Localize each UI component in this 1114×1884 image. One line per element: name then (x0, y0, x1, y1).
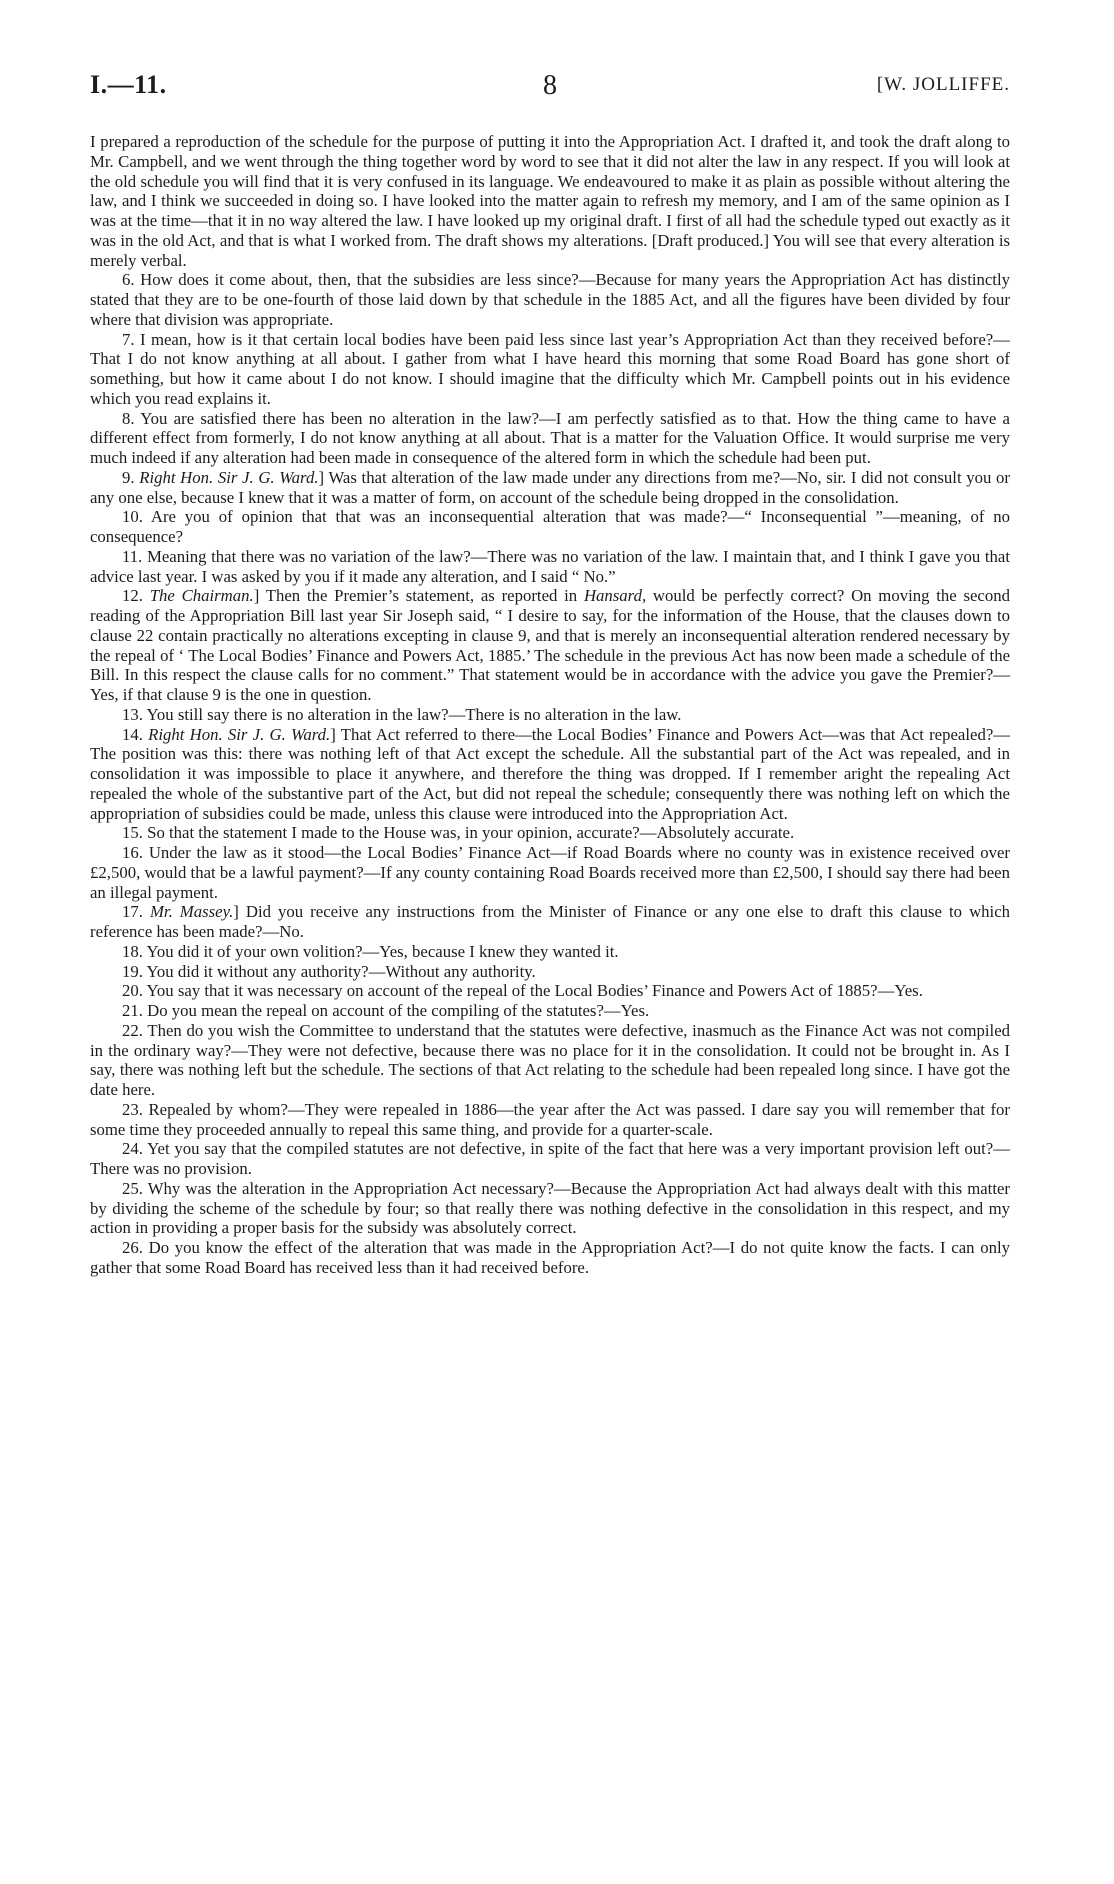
paragraph-text: would be perfectly correct? On moving the second reading of the Appropriation Bill last year Sir Joseph said, “ I desire to say, for the information of the House, that the clauses down to clause 22 contain practically no alterations excepting in clause 9, and that is merely an inconsequential alteration rendered necessary by the repeal of ‘ The Local Bodies’ Finance and Powers Act, 1885.’ The schedule in the previous Act has now been made a schedule of the Bill. In this respect the clause calls for no comment.” That statement would be in accordance with the advice you gave the Premier?—Yes, if that clause 9 is the one in question. (90, 586, 1010, 704)
paragraph-text: ] Then the Premier’s statement, as reported in (253, 586, 584, 606)
transcript-paragraph (90, 823, 1010, 843)
paragraph-text: 16. Under the law as it stood—the Local Bodies’ Finance Act—if Road Boards where no county was in existence received over £2,500, would that be a lawful payment?—If any county containing Road Boards received more than £2,500, I should say there had been an illegal payment. (90, 843, 1010, 902)
paragraph-text: 22. Then do you wish the Committee to understand that the statutes were defective, inasmuch as the Finance Act was not compiled in the ordinary way?—They were not defective, because there was no place for it in the consolidation. It could not be brought in. As I say, there was nothing left but the schedule. The sections of that Act relating to the schedule had been repealed long since. I have got the date here. (90, 1020, 1010, 1099)
transcript-paragraph (90, 132, 1010, 270)
page-number: 8 (543, 70, 557, 101)
transcript-paragraph (90, 725, 1010, 824)
speaker-name: Mr. Massey. (149, 902, 234, 922)
transcript-paragraph (90, 507, 1010, 547)
speaker-name: Right Hon. Sir J. G. Ward. (139, 467, 319, 487)
paragraph-text: 7. I mean, how is it that certain local bodies have been paid less since last year’s Appropriation Act than they received before?—That I do not know anything at all about. I gather from what I have heard this morning that some Road Board has gone short of something, but how it came about I do not know. I should imagine that the difficulty which Mr. Campbell points out in his evidence which you read explains it. (90, 329, 1010, 408)
transcript-paragraph (90, 468, 1010, 508)
paragraph-text: 21. Do you mean the repeal on account of the compiling of the statutes?—Yes. (122, 1001, 650, 1020)
transcript-paragraph (90, 1238, 1010, 1278)
transcript-paragraph (90, 1001, 1010, 1021)
paragraph-text: 8. You are satisfied there has been no alteration in the law?—I am perfectly satisfied as to that. How the thing came to have a different effect from formerly, I do not know anything at all about. That is a matter for the Valuation Office. It would surprise me very much indeed if any alteration had been made in consequence of the altered form in which the schedule had been put. (90, 408, 1010, 467)
transcript-paragraph (90, 1100, 1010, 1140)
document-page (90, 70, 1010, 1278)
transcript-paragraph (90, 409, 1010, 468)
transcript-paragraph (90, 843, 1010, 902)
paragraph-text: 14. (122, 724, 149, 744)
transcript-paragraph (90, 1139, 1010, 1179)
transcript-paragraph (90, 586, 1010, 705)
paragraph-text: I prepared a reproduction of the schedule for the purpose of putting it into the Appropriation Act. I drafted it, and took the draft along to Mr. Campbell, and we went through the thing together word by word to see that it did not alter the law in any respect. If you will look at the old schedule you will find that it is very confused in its language. We endeavoured to make it as plain as possible without altering the law, and I think we succeeded in doing so. I have looked into the matter again to refresh my memory, and I am of the same opinion as I was at the time—that it in no way altered the law. I have looked up my original draft. I first of all had the schedule typed out exactly as it was in the old Act, and that is what I worked from. The draft shows my alterations. [Draft produced.] You will see that every alteration is merely verbal. (90, 132, 1010, 270)
transcript-paragraph (90, 330, 1010, 409)
paragraph-text: 18. You did it of your own volition?—Yes, because I knew they wanted it. (122, 941, 619, 961)
paragraph-text: 20. You say that it was necessary on account of the repeal of the Local Bodies’ Finance and Powers Act of 1885?—Yes. (122, 981, 923, 1001)
transcript-paragraph (90, 962, 1010, 982)
speaker-name: Right Hon. Sir J. G. Ward. (148, 724, 331, 744)
paragraph-text: 23. Repealed by whom?—They were repealed in 1886—the year after the Act was passed. I dare say you will remember that for some time they proceeded annually to repeal this same thing, and provide for a quarter-scale. (90, 1099, 1010, 1139)
transcript-paragraph (90, 270, 1010, 329)
document-reference: I.—11. (90, 70, 167, 99)
transcript-paragraph (90, 1179, 1010, 1238)
paragraph-text: 9. (122, 467, 140, 487)
paragraph-text: 26. Do you know the effect of the alteration that was made in the Appropriation Act?—I do not quite know the facts. I can only gather that some Road Board has received less than it had received before. (90, 1238, 1010, 1277)
paragraph-text: 11. Meaning that there was no variation of the law?—There was no variation of the law. I maintain that, and I think I gave you that advice last year. I was asked by you if it made any alteration, and I said “ No.” (90, 546, 1010, 586)
paragraph-text: 13. You still say there is no alteration in the law?—There is no alteration in the law. (122, 704, 682, 724)
speaker-name: The Chairman. (149, 586, 254, 606)
transcript-paragraph (90, 942, 1010, 962)
page-header (90, 70, 1010, 120)
transcript-body (90, 132, 1010, 1278)
paragraph-text: ] Did you receive any instructions from the Minister of Finance or any one else to draft this clause to which reference has been made?—No. (90, 902, 1010, 941)
transcript-paragraph (90, 1021, 1010, 1100)
paragraph-text: 6. How does it come about, then, that the subsidies are less since?—Because for many years the Appropriation Act has distinctly stated that they are to be one-fourth of those laid down by that schedule in the 1885 Act, and all the figures have been divided by four where that division was appropriate. (90, 270, 1010, 329)
paragraph-text: 19. You did it without any authority?—Without any authority. (122, 961, 536, 981)
paragraph-text: 24. Yet you say that the compiled statutes are not defective, in spite of the fact that here was a very important provision left out?—There was no provision. (90, 1139, 1010, 1178)
paragraph-text: 25. Why was the alteration in the Appropriation Act necessary?—Because the Appropriation Act had always dealt with this matter by dividing the scheme of the schedule by four; so that really there was nothing defective in the consolidation in this respect, and my action in providing a proper basis for the subsidy was absolutely correct. (90, 1178, 1010, 1238)
paragraph-text: ] That Act referred to there—the Local Bodies’ Finance and Powers Act—was that Act repealed?—The position was this: there was nothing left of that Act except the schedule. All the substantial part of the Act was repealed, and in consolidation it was impossible to place it anywhere, and therefore the thing was dropped. If I remember aright the repealing Act repealed the whole of the substantive part of the Act, but did not repeal the schedule; consequently there was nothing left on which the appropriation of subsidies could be made, unless this clause were introduced into the Appropriation Act. (90, 724, 1011, 823)
paragraph-text: 10. Are you of opinion that that was an inconsequential alteration that was made?—“ Inconsequential ”—meaning, of no consequence? (90, 507, 1010, 546)
paragraph-text: 12. (122, 586, 150, 606)
transcript-paragraph (90, 705, 1010, 725)
paragraph-text: 15. So that the statement I made to the House was, in your opinion, accurate?—Absolutely accurate. (122, 823, 795, 843)
transcript-paragraph (90, 981, 1010, 1001)
paragraph-text: ] Was that alteration of the law made under any directions from me?—No, sir. I did not consult you or any one else, because I knew that it was a matter of form, on account of the schedule being dropped in the consolidation. (90, 467, 1010, 507)
transcript-paragraph (90, 547, 1010, 587)
witness-name: [W. JOLLIFFE. (876, 74, 1010, 95)
paragraph-text: 17. (122, 902, 150, 922)
transcript-paragraph (90, 902, 1010, 942)
speaker-name: Hansard, (583, 586, 647, 606)
